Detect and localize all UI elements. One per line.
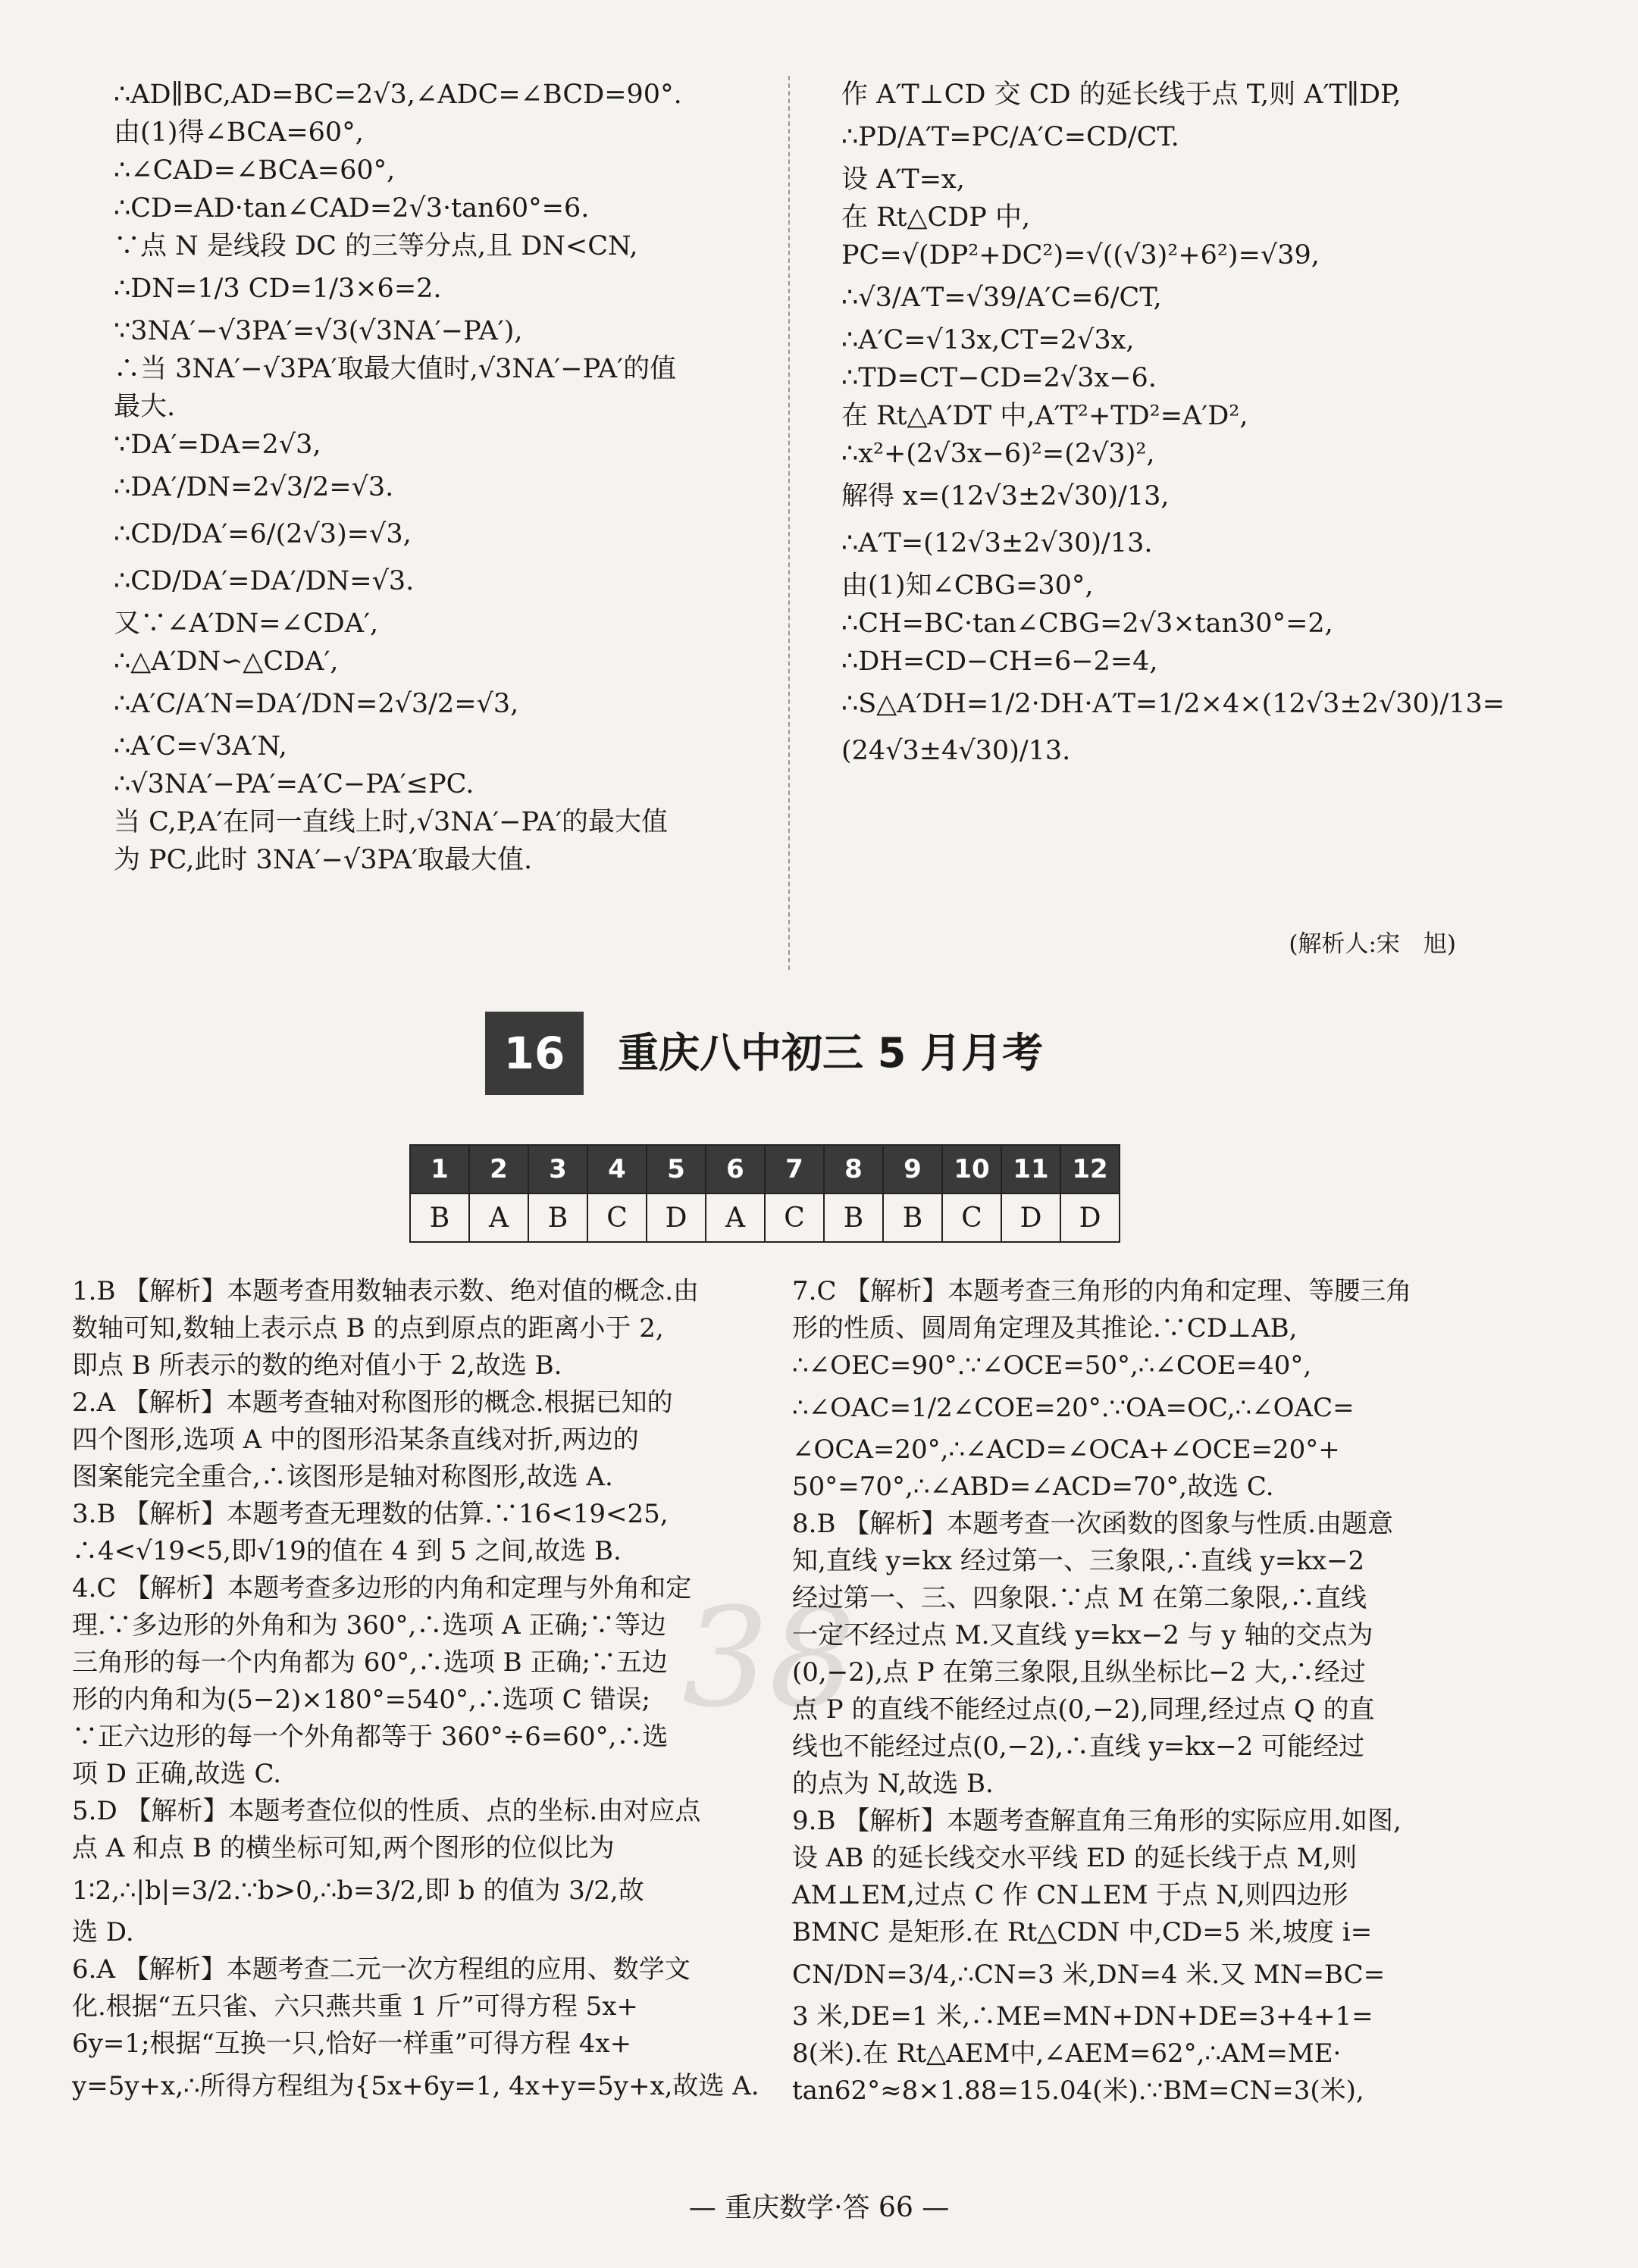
solution-line: ∴TD=CT−CD=2√3x−6. — [841, 363, 1157, 393]
question-number-cell: 12 — [1060, 1145, 1120, 1193]
solution-line: ∴PD/A′T=PC/A′C=CD/CT. — [841, 122, 1179, 152]
solution-line: ∴CH=BC·tan∠CBG=2√3×tan30°=2, — [841, 608, 1333, 639]
answer-table-answers — [410, 1193, 1120, 1242]
explanation-line: 5.D 【解析】本题考查位似的性质、点的坐标.由对应点 — [72, 1796, 701, 1826]
solution-line: ∴DH=CD−CH=6−2=4, — [841, 646, 1158, 677]
column-divider — [788, 76, 790, 970]
answer-cell: B — [528, 1193, 587, 1242]
question-explanation — [792, 1506, 1459, 1803]
solution-line: ∴A′C=√3A′N, — [114, 731, 287, 762]
section-title: 重庆八中初三 5 月月考 — [618, 1029, 1044, 1077]
explanation-line: 1.B 【解析】本题考查用数轴表示数、绝对值的概念.由 — [72, 1276, 700, 1306]
solution-line: 在 Rt△CDP 中, — [841, 202, 1031, 233]
svg-text:38: 38 — [682, 1579, 857, 1738]
question-explanation — [72, 1951, 758, 2110]
explanation-line: ∴4<√19<5,即√19的值在 4 到 5 之间,故选 B. — [72, 1536, 622, 1566]
answer-cell: B — [824, 1193, 883, 1242]
explanation-line: 四个图形,选项 A 中的图形沿某条直线对折,两边的 — [72, 1425, 639, 1455]
question-number-cell: 4 — [587, 1145, 647, 1193]
explanation-line: 图案能完全重合,∴该图形是轴对称图形,故选 A. — [72, 1462, 613, 1492]
explanation-line: CN/DN=3/4,∴CN=3 米,DN=4 米.又 MN=BC= — [792, 1960, 1386, 1990]
explanation-line: 7.C 【解析】本题考查三角形的内角和定理、等腰三角 — [792, 1276, 1412, 1306]
question-number-cell: 10 — [942, 1145, 1001, 1193]
page-footer: — 重庆数学·答 66 — — [688, 2192, 950, 2223]
question-explanation — [72, 1384, 758, 1496]
solution-line: 作 A′T⊥CD 交 CD 的延长线于点 T,则 A′T∥DP, — [841, 80, 1402, 110]
question-number-cell: 7 — [765, 1145, 824, 1193]
explanation-line: 知,直线 y=kx 经过第一、三象限,∴直线 y=kx−2 — [792, 1546, 1365, 1576]
solution-line: ∴A′C=√13x,CT=2√3x, — [841, 325, 1135, 355]
question-number-cell: 3 — [528, 1145, 587, 1193]
explanation-line: 4.C 【解析】本题考查多边形的内角和定理与外角和定 — [72, 1573, 692, 1603]
explanation-line: 点 A 和点 B 的横坐标可知,两个图形的位似比为 — [72, 1833, 615, 1863]
answer-table — [409, 1144, 1120, 1243]
explanation-line: 线也不能经过点(0,−2),∴直线 y=kx−2 可能经过 — [792, 1732, 1365, 1762]
question-explanation — [792, 1803, 1459, 2110]
solution-line: 为 PC,此时 3NA′−√3PA′取最大值. — [114, 845, 533, 875]
explanation-line: 理.∵多边形的外角和为 360°,∴选项 A 正确;∵等边 — [72, 1610, 666, 1641]
question-explanation — [72, 1496, 758, 1570]
explanation-line: tan62°≈8×1.88=15.04(米).∵BM=CN=3(米), — [792, 2076, 1364, 2106]
solution-line: ∴S△A′DH=1/2·DH·A′T=1/2×4×(12√3±2√30)/13= — [841, 689, 1505, 719]
solution-line: ∴CD/DA′=DA′/DN=√3. — [114, 566, 415, 596]
solution-line: ∴x²+(2√3x−6)²=(2√3)², — [841, 439, 1155, 469]
explanation-line: 3 米,DE=1 米,∴ME=MN+DN+DE=3+4+1= — [792, 2001, 1373, 2032]
answer-table-numbers — [410, 1145, 1120, 1193]
section-number: 16 — [485, 1012, 584, 1095]
solution-line: ∴A′T=(12√3±2√30)/13. — [841, 528, 1153, 558]
answer-cell: A — [469, 1193, 528, 1242]
explanation-line: 形的内角和为(5−2)×180°=540°,∴选项 C 错误; — [72, 1685, 650, 1715]
question-number-cell: 9 — [883, 1145, 942, 1193]
answer-cell: B — [883, 1193, 942, 1242]
explanation-line: ∵正六边形的每一个外角都等于 360°÷6=60°,∴选 — [72, 1722, 669, 1752]
solution-line: ∴√3NA′−PA′=A′C−PA′≤PC. — [114, 769, 474, 799]
solution-line: 解得 x=(12√3±2√30)/13, — [841, 481, 1170, 511]
explanation-line: 三角形的每一个内角都为 60°,∴选项 B 正确;∵五边 — [72, 1647, 668, 1678]
explanation-line: 经过第一、三、四象限.∵点 M 在第二象限,∴直线 — [792, 1583, 1367, 1613]
solution-left-column — [114, 76, 766, 879]
question-number-cell: 1 — [410, 1145, 469, 1193]
question-explanation — [72, 1793, 758, 1951]
author-credit: (解析人:宋 旭) — [1289, 931, 1456, 958]
solution-line: ∴AD∥BC,AD=BC=2√3,∠ADC=∠BCD=90°. — [114, 80, 682, 110]
solution-line: ∴DN=1/3 CD=1/3×6=2. — [114, 274, 442, 304]
answer-cell: A — [706, 1193, 765, 1242]
solution-line: ∴CD/DA′=6/(2√3)=√3, — [114, 519, 412, 549]
explanation-line: AM⊥EM,过点 C 作 CN⊥EM 于点 N,则四边形 — [792, 1880, 1348, 1910]
question-number-cell: 11 — [1001, 1145, 1060, 1193]
explanation-line: 8.B 【解析】本题考查一次函数的图象与性质.由题意 — [792, 1509, 1394, 1539]
explanation-line: (0,−2),点 P 在第三象限,且纵坐标比−2 大,∴经过 — [792, 1657, 1366, 1688]
explanation-line: 9.B 【解析】本题考查解直角三角形的实际应用.如图, — [792, 1806, 1402, 1836]
solution-line: 又∵∠A′DN=∠CDA′, — [114, 608, 379, 639]
solution-line: ∵DA′=DA=2√3, — [114, 430, 321, 460]
answer-cell: C — [765, 1193, 824, 1242]
answer-cell: D — [647, 1193, 706, 1242]
question-number-cell: 6 — [706, 1145, 765, 1193]
solution-line: PC=√(DP²+DC²)=√((√3)²+6²)=√39, — [841, 240, 1320, 271]
explanation-line: 1∶2,∴|b|=3/2.∵b>0,∴b=3/2,即 b 的值为 3/2,故 — [72, 1875, 644, 1906]
explanation-line: 项 D 正确,故选 C. — [72, 1759, 282, 1789]
questions-left-column — [72, 1273, 758, 2110]
explanation-line: 50°=70°,∴∠ABD=∠ACD=70°,故选 C. — [792, 1472, 1274, 1502]
answer-cell: C — [587, 1193, 647, 1242]
question-explanation — [72, 1273, 758, 1384]
explanation-line: BMNC 是矩形.在 Rt△CDN 中,CD=5 米,坡度 i= — [792, 1917, 1373, 1947]
question-number-cell: 5 — [647, 1145, 706, 1193]
questions-right-column — [792, 1273, 1459, 2110]
solution-line: 由(1)知∠CBG=30°, — [841, 571, 1094, 601]
solution-line: ∴CD=AD·tan∠CAD=2√3·tan60°=6. — [114, 193, 590, 224]
solution-line: ∴∠CAD=∠BCA=60°, — [114, 155, 396, 186]
solution-line: 由(1)得∠BCA=60°, — [114, 117, 364, 148]
explanation-line: 2.A 【解析】本题考查轴对称图形的概念.根据已知的 — [72, 1387, 673, 1418]
explanation-line: ∠OCA=20°,∴∠ACD=∠OCA+∠OCE=20°+ — [792, 1434, 1340, 1465]
solution-line: 在 Rt△A′DT 中,A′T²+TD²=A′D², — [841, 401, 1248, 431]
solution-line: ∵3NA′−√3PA′=√3(√3NA′−PA′), — [114, 316, 523, 346]
question-explanation — [792, 1273, 1459, 1506]
explanation-line: 6y=1;根据“互换一只,恰好一样重”可得方程 4x+ — [72, 2029, 632, 2059]
solution-right-column — [841, 76, 1505, 774]
explanation-line: 一定不经过点 M.又直线 y=kx−2 与 y 轴的交点为 — [792, 1620, 1373, 1650]
solution-line: 最大. — [114, 392, 176, 422]
solution-line: ∴△A′DN∽△CDA′, — [114, 646, 339, 677]
explanation-line: 化.根据“五只雀、六只燕共重 1 斤”可得方程 5x+ — [72, 1991, 638, 2022]
solution-line: ∴DA′/DN=2√3/2=√3. — [114, 472, 394, 502]
solution-line: 设 A′T=x, — [841, 164, 965, 195]
explanation-line: 点 P 的直线不能经过点(0,−2),同理,经过点 Q 的直 — [792, 1694, 1375, 1725]
answer-cell: C — [942, 1193, 1001, 1242]
solution-line: 当 C,P,A′在同一直线上时,√3NA′−PA′的最大值 — [114, 807, 669, 837]
explanation-line: 的点为 N,故选 B. — [792, 1769, 994, 1799]
answer-cell: D — [1001, 1193, 1060, 1242]
answer-cell: B — [410, 1193, 469, 1242]
explanation-line: ∴∠OEC=90°.∵∠OCE=50°,∴∠COE=40°, — [792, 1350, 1312, 1381]
solution-line: ∴当 3NA′−√3PA′取最大值时,√3NA′−PA′的值 — [114, 354, 677, 384]
solution-line: ∴√3/A′T=√39/A′C=6/CT, — [841, 283, 1162, 313]
explanation-line: 数轴可知,数轴上表示点 B 的点到原点的距离小于 2, — [72, 1313, 664, 1344]
explanation-line: 3.B 【解析】本题考查无理数的估算.∵16<19<25, — [72, 1499, 669, 1529]
explanation-line: 选 D. — [72, 1917, 134, 1947]
question-explanation — [72, 1570, 758, 1793]
explanation-line: y=5y+x,∴所得方程组为{5x+6y=1, 4x+y=5y+x,故选 A. — [72, 2071, 759, 2101]
explanation-line: 形的性质、圆周角定理及其推论.∵CD⊥AB, — [792, 1313, 1298, 1344]
explanation-line: 6.A 【解析】本题考查二元一次方程组的应用、数学文 — [72, 1954, 691, 1985]
explanation-line: 设 AB 的延长线交水平线 ED 的延长线于点 M,则 — [792, 1843, 1358, 1873]
explanation-line: 8(米).在 Rt△AEM中,∠AEM=62°,∴AM=ME· — [792, 2038, 1342, 2069]
question-number-cell: 8 — [824, 1145, 883, 1193]
solution-line: (24√3±4√30)/13. — [841, 736, 1071, 766]
answer-cell: D — [1060, 1193, 1120, 1242]
question-number-cell: 2 — [469, 1145, 528, 1193]
solution-line: ∵点 N 是线段 DC 的三等分点,且 DN<CN, — [114, 231, 638, 261]
explanation-line: ∴∠OAC=1/2∠COE=20°.∵OA=OC,∴∠OAC= — [792, 1393, 1355, 1423]
solution-line: ∴A′C/A′N=DA′/DN=2√3/2=√3, — [114, 689, 519, 719]
explanation-line: 即点 B 所表示的数的绝对值小于 2,故选 B. — [72, 1350, 562, 1381]
